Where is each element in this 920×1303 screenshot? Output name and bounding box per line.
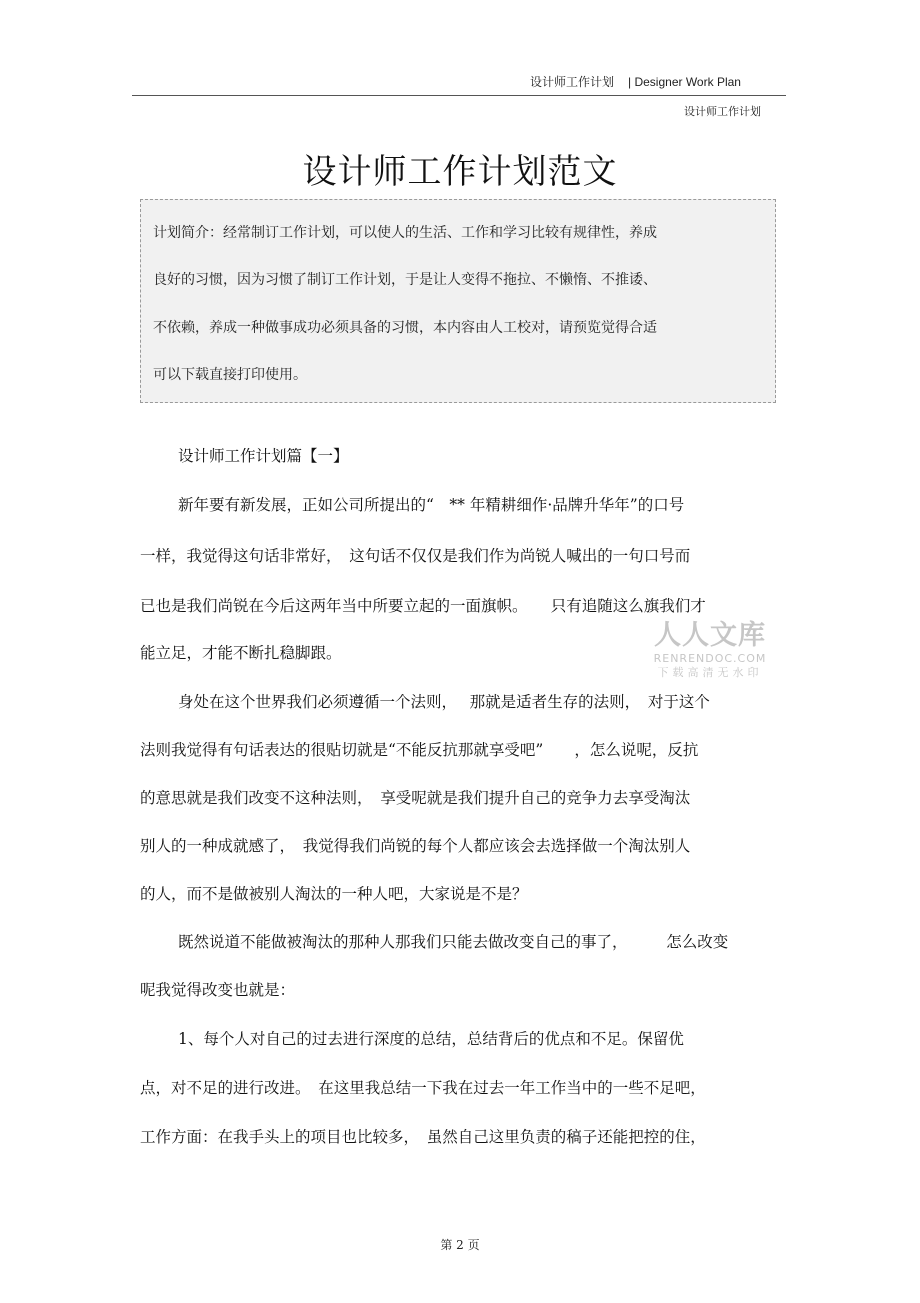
body-line: 的人，而不是做被别人淘汰的一种人吧，大家说是不是？	[140, 885, 528, 903]
summary-line: 良好的习惯，因为习惯了制订工作计划，于是让人变得不拖拉、不懒惰、不推诿、	[153, 272, 657, 288]
summary-box	[140, 199, 776, 403]
watermark-logo-text: 人人文库	[654, 620, 766, 651]
document-title: 设计师工作计划范文	[302, 152, 618, 192]
summary-line: 不依赖，养成一种做事成功必须具备的习惯，本内容由人工校对，请预览觉得合适	[153, 320, 657, 336]
body-line: 能立足，才能不断扎稳脚跟。	[140, 644, 342, 662]
watermark	[648, 620, 772, 680]
body-line: 新年要有新发展，正如公司所提出的“ ** 年精耕细作·品牌升华年”的口号	[178, 496, 685, 514]
running-header-en: | Designer Work Plan	[628, 75, 741, 89]
body-line: 别人的一种成就感了， 我觉得我们尚锐的每个人都应该会去选择做一个淘汰别人	[140, 837, 691, 855]
body-line: 点，对不足的进行改进。 在这里我总结一下我在过去一年工作当中的一些不足吧，	[140, 1079, 706, 1097]
body-line: 一样，我觉得这句话非常好， 这句话不仅仅是我们作为尚锐人喊出的一句口号而	[140, 547, 691, 565]
summary-line: 计划简介：经常制订工作计划，可以使人的生活、工作和学习比较有规律性，养成	[153, 225, 657, 241]
body-line: 呢我觉得改变也就是：	[140, 981, 296, 999]
body-line: 的意思就是我们改变不这种法则， 享受呢就是我们提升自己的竞争力去享受淘汰	[140, 789, 691, 807]
summary-line: 可以下载直接打印使用。	[153, 367, 307, 383]
body-line: 已也是我们尚锐在今后这两年当中所要立起的一面旗帜。 只有追随这么旗我们才	[140, 597, 706, 615]
body-line: 身处在这个世界我们必须遵循一个法则， 那就是适者生存的法则， 对于这个	[178, 693, 710, 711]
page-number: 第 2 页	[440, 1238, 480, 1252]
section-heading: 设计师工作计划篇【一】	[178, 447, 349, 465]
running-header	[530, 73, 741, 90]
watermark-url: RENRENDOC.COM	[653, 652, 767, 665]
header-divider	[132, 95, 786, 96]
body-line: 1、每个人对自己的过去进行深度的总结，总结背后的优点和不足。保留优	[178, 1030, 684, 1048]
sub-header: 设计师工作计划	[684, 105, 761, 118]
watermark-tagline: 下载高清无水印	[657, 666, 763, 679]
body-line: 法则我觉得有句话表达的很贴切就是“不能反抗那就享受吧” ，怎么说呢，反抗	[140, 741, 699, 759]
body-line: 工作方面：在我手头上的项目也比较多， 虽然自己这里负责的稿子还能把控的住，	[140, 1128, 706, 1146]
running-header-cn: 设计师工作计划	[530, 75, 615, 89]
body-line: 既然说道不能做被淘汰的那种人那我们只能去做改变自己的事了， 怎么改变	[178, 933, 729, 951]
